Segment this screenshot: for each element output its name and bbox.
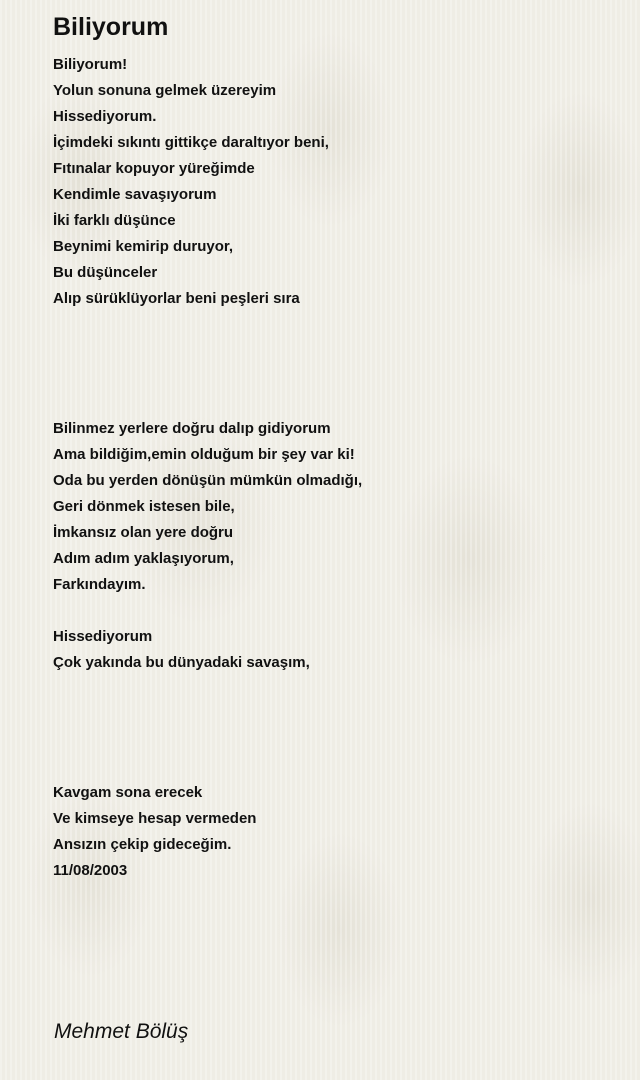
- poem-line: Biliyorum!: [53, 56, 128, 73]
- poem-line: Fıtınalar kopuyor yüreğimde: [53, 160, 255, 177]
- poem-title: Biliyorum: [53, 13, 169, 41]
- author-name: Mehmet Bölüş: [54, 1020, 189, 1043]
- poem-line: Hissediyorum: [53, 628, 153, 645]
- poem-blank-line: [53, 754, 362, 780]
- poem-blank-line: [53, 338, 362, 364]
- poem-blank-line: [53, 676, 362, 702]
- poem-blank-line: [53, 728, 362, 754]
- poem-line: Alıp sürüklüyorlar beni peşleri sıra: [53, 290, 300, 307]
- poem-line: Çok yakında bu dünyadaki savaşım,: [53, 654, 310, 671]
- poem-line: Geri dönmek istesen bile,: [53, 498, 235, 515]
- poem-blank-line: [53, 598, 362, 624]
- poem-line: Farkındayım.: [53, 576, 146, 593]
- poem-line: Adım adım yaklaşıyorum,: [53, 550, 234, 567]
- poem-line: Yolun sonuna gelmek üzereyim: [53, 82, 277, 99]
- poem-line: Oda bu yerden dönüşün mümkün olmadığı,: [53, 472, 363, 489]
- poem-blank-line: [53, 390, 362, 416]
- poem-date: 11/08/2003: [53, 862, 128, 879]
- poem-blank-line: [53, 364, 362, 390]
- poem-line: Kavgam sona erecek: [53, 784, 203, 801]
- poem-blank-line: [53, 312, 362, 338]
- poem-body: [53, 52, 362, 884]
- poem-line: Bu düşünceler: [53, 264, 158, 281]
- poem-line: Hissediyorum.: [53, 108, 157, 125]
- poem-line: Bilinmez yerlere doğru dalıp gidiyorum: [53, 420, 331, 437]
- poem-line: Ansızın çekip gideceğim.: [53, 836, 232, 853]
- poem-line: Ama bildiğim,emin olduğum bir şey var ki!: [53, 446, 355, 463]
- poem-line: İçimdeki sıkıntı gittikçe daraltıyor beni,: [53, 134, 329, 151]
- poem-line: Ve kimseye hesap vermeden: [53, 810, 257, 827]
- poem-blank-line: [53, 702, 362, 728]
- poem-line: Kendimle savaşıyorum: [53, 186, 217, 203]
- poem-line: İki farklı düşünce: [53, 212, 176, 229]
- poem-line: İmkansız olan yere doğru: [53, 524, 234, 541]
- poem-line: Beynimi kemirip duruyor,: [53, 238, 234, 255]
